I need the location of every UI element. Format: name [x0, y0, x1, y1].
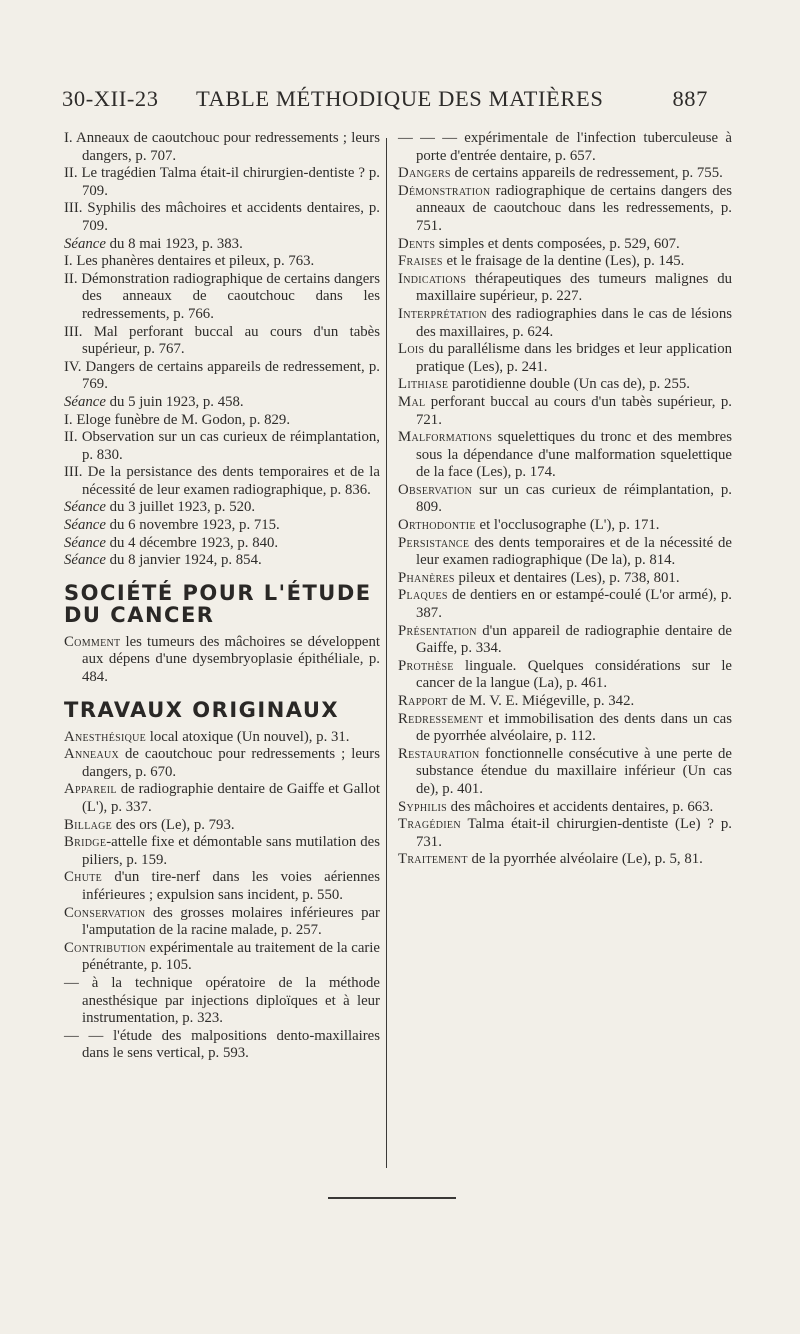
seance-word: Séance	[64, 393, 106, 410]
index-entry	[64, 746, 380, 781]
entry-text: et le fraisage de la dentine (Les), p. 145.	[442, 253, 685, 270]
entry-text: squelettiques du tronc et des membres sous la dépendance d'une malformation squelettique de la face (Les), p. 174.	[416, 429, 732, 481]
index-entry	[64, 817, 380, 835]
index-entry	[398, 394, 732, 429]
index-entry	[398, 623, 732, 658]
entry-text: de radiographie dentaire de Gaiffe et Gallot (L'), p. 337.	[82, 781, 380, 815]
entry-head: Malformations	[398, 429, 493, 446]
seance-word: Séance	[64, 235, 106, 252]
section-heading-travaux: TRAVAUX ORIGINAUX	[64, 697, 340, 722]
entry-text: local atoxique (Un nouvel), p. 31.	[146, 728, 350, 745]
entry-text: — à la technique opératoire de la méthode anesthésique par injections diploïques et à leur instrumentation, p. 323.	[64, 974, 380, 1027]
entry-head: Syphilis	[398, 798, 447, 815]
index-entry	[398, 236, 732, 254]
entry-head: Conservation	[64, 904, 146, 921]
entry-text: pileux et dentaires (Les), p. 738, 801.	[454, 569, 680, 586]
index-entry: I. Anneaux de caoutchouc pour redressements ; leurs dangers, p. 707.	[64, 130, 380, 164]
index-entry	[64, 975, 380, 1028]
entry-head: Rapport	[398, 693, 448, 709]
entry-head: Démonstration	[398, 182, 491, 199]
entry-head: Chute	[64, 869, 103, 886]
index-entry	[398, 429, 732, 482]
entry-text: d'un tire-nerf dans les voies aériennes inférieures ; expulsion sans incident, p. 550.	[82, 869, 380, 903]
index-entry	[398, 482, 732, 517]
index-entry: I. Eloge funèbre de M. Godon, p. 829.	[64, 411, 291, 428]
entry-text: de certains appareils de redressement, p. 755.	[450, 165, 723, 182]
index-entry	[64, 905, 380, 940]
end-rule	[328, 1197, 456, 1199]
entry-head: Lithiase	[398, 376, 449, 393]
header-title: TABLE MÉTHODIQUE DES MATIÈRES	[196, 86, 604, 111]
index-entry	[398, 587, 732, 622]
index-entry	[398, 253, 732, 271]
entry-head: Restauration	[398, 745, 480, 762]
left-column	[64, 130, 380, 1063]
entry-text: — — l'étude des malpositions dento-maxillaires dans le sens vertical, p. 593.	[64, 1027, 380, 1062]
entry-head: Présentation	[398, 622, 477, 639]
seance-entry	[64, 552, 380, 570]
seance-word: Séance	[64, 517, 106, 534]
seance-date: du 5 juin 1923, p. 458.	[105, 393, 244, 410]
index-entry	[398, 535, 732, 570]
seance-entry	[64, 394, 380, 412]
index-entry: III. Mal perforant buccal au cours d'un tabès supérieur, p. 767.	[64, 323, 380, 358]
index-entry	[398, 130, 732, 165]
section-heading-line: DU CANCER	[64, 602, 215, 627]
index-entry	[64, 869, 380, 904]
entry-text: des grosses molaires inférieures par l'amputation de la racine malade, p. 257.	[82, 904, 380, 939]
entry-head: Tragédien	[398, 816, 461, 833]
entry-head: Interprétation	[398, 305, 487, 322]
entry-text: et l'occlusographe (L'), p. 171.	[475, 517, 660, 534]
index-entry: III. De la persistance des dents temporaires et de la nécessité de leur examen radiographique, p. 836.	[64, 464, 380, 498]
entry-head: Fraises	[398, 253, 443, 270]
index-entry: III. Syphilis des mâchoires et accidents dentaires, p. 709.	[64, 200, 380, 234]
entry-text: de la pyorrhée alvéolaire (Le), p. 5, 81.	[467, 851, 703, 868]
entry-text: radiographique de certains dangers des anneaux de caoutchouc dans les redressements, p. 751.	[416, 182, 732, 234]
entry-head: Bridge	[64, 834, 107, 851]
entry-head: Mal	[398, 393, 426, 410]
seance-date: du 4 décembre 1923, p. 840.	[105, 534, 279, 551]
entry-text: des radiographies dans le cas de lésions des maxillaires, p. 624.	[416, 305, 732, 340]
header-date-code: 30-XII-23	[62, 86, 159, 111]
entry-head: Prothèse	[398, 657, 454, 674]
section-heading-cancer	[64, 582, 380, 626]
seance-word: Séance	[64, 499, 106, 516]
right-column	[398, 130, 732, 869]
index-entry: I. Les phanères dentaires et pileux, p. 763.	[64, 253, 315, 270]
column-divider	[386, 138, 387, 1168]
index-entry	[64, 634, 380, 687]
index-entry	[398, 816, 732, 851]
seance-date: du 8 mai 1923, p. 383.	[105, 235, 243, 252]
entry-text: de M. V. E. Miégeville, p. 342.	[447, 693, 635, 709]
seance-entry	[64, 535, 380, 553]
index-entry	[64, 1028, 380, 1063]
page-number: 887	[672, 86, 708, 111]
entry-head: Observation	[398, 481, 473, 498]
index-entry: II. Démonstration radiographique de certains dangers des anneaux de caoutchouc dans les redressements, p. 766.	[64, 270, 380, 322]
entry-text: thérapeutiques des tumeurs malignes du maxillaire supérieur, p. 227.	[416, 270, 732, 305]
seance-entry	[64, 236, 380, 254]
entry-head: Redressement	[398, 710, 484, 727]
entry-text: perforant buccal au cours d'un tabès supérieur, p. 721.	[416, 393, 732, 428]
entry-text: et immobilisation des dents dans un cas de pyorrhée alvéolaire, p. 112.	[416, 710, 732, 745]
index-entry	[398, 746, 732, 799]
index-entry	[398, 341, 732, 376]
entry-head: Comment	[64, 633, 121, 650]
running-header	[62, 86, 708, 126]
index-entry	[398, 711, 732, 746]
entry-head: Indications	[398, 270, 467, 287]
entry-text: de dentiers en or estampé-coulé (L'or armé), p. 387.	[416, 587, 732, 622]
entry-text: de caoutchouc pour redressements ; leurs dangers, p. 670.	[82, 746, 380, 780]
entry-text: des dents temporaires et de la nécessité de leur examen radiographique (De la), p. 814.	[416, 534, 732, 569]
entry-head: Anesthésique	[64, 728, 147, 745]
seance-word: Séance	[64, 534, 106, 551]
seance-entry	[64, 517, 380, 535]
entry-text: — — — expérimentale de l'infection tuberculeuse à porte d'entrée dentaire, p. 657.	[398, 130, 732, 164]
seance-date: du 6 novembre 1923, p. 715.	[105, 517, 280, 534]
entry-head: Dents	[398, 235, 436, 252]
entry-head: Orthodontie	[398, 517, 476, 534]
seance-date: du 3 juillet 1923, p. 520.	[105, 499, 256, 516]
section-heading-line: SOCIÉTÉ POUR L'ÉTUDE	[64, 580, 372, 605]
entry-text: parotidienne double (Un cas de), p. 255.	[448, 376, 690, 393]
entry-text: des ors (Le), p. 793.	[112, 816, 235, 833]
entry-text: fonctionnelle consécutive à une perte de substance étendue du maxillaire inférieur (Un cas de), p. 401.	[416, 745, 732, 797]
entry-head: Contribution	[64, 939, 146, 956]
entry-head: Appareil	[64, 781, 117, 798]
index-entry	[64, 729, 380, 747]
seance-date: du 8 janvier 1924, p. 854.	[105, 552, 262, 569]
index-entry	[64, 834, 380, 869]
index-entry	[64, 781, 380, 816]
seance-word: Séance	[64, 552, 106, 569]
entry-head: Lois	[398, 341, 425, 358]
entry-head: Anneaux	[64, 746, 120, 763]
entry-text: sur un cas curieux de réimplantation, p. 809.	[416, 481, 732, 516]
index-entry	[398, 183, 732, 236]
index-entry	[398, 658, 732, 693]
index-entry	[398, 306, 732, 341]
entry-text: expérimentale au traitement de la carie pénétrante, p. 105.	[82, 939, 380, 974]
entry-text: du parallélisme dans les bridges et leur application pratique (Les), p. 241.	[416, 341, 732, 375]
entry-head: Persistance	[398, 534, 470, 551]
entry-text: d'un appareil de radiographie dentaire de Gaiffe, p. 334.	[416, 622, 732, 657]
entry-head: Dangers	[398, 165, 451, 182]
index-entry	[398, 693, 732, 711]
entry-head: Plaques	[398, 587, 448, 604]
entry-text: simples et dents composées, p. 529, 607.	[435, 235, 680, 252]
index-entry	[64, 940, 380, 975]
entry-head: Traitement	[398, 851, 468, 868]
index-entry	[398, 517, 732, 535]
entry-head: Phanères	[398, 569, 455, 586]
index-entry	[398, 165, 732, 183]
entry-text: les tumeurs des mâchoires se développent aux dépens d'une dysembryoplasie épithéliale, p. 484.	[82, 633, 380, 686]
index-entry	[398, 799, 732, 817]
entry-text: -attelle fixe et démontable sans mutilation des piliers, p. 159.	[82, 834, 380, 868]
entry-head: Billage	[64, 816, 113, 833]
index-entry: IV. Dangers de certains appareils de redressement, p. 769.	[64, 358, 380, 393]
entry-text: Talma était-il chirurgien-dentiste (Le) ? p. 731.	[416, 816, 732, 850]
index-entry	[398, 271, 732, 306]
index-entry: II. Le tragédien Talma était-il chirurgien-dentiste ? p. 709.	[64, 165, 380, 199]
entry-text: linguale. Quelques considérations sur le cancer de la langue (La), p. 461.	[416, 657, 732, 692]
entry-text: des mâchoires et accidents dentaires, p. 663.	[446, 798, 714, 815]
index-entry	[398, 570, 732, 588]
seance-entry	[64, 499, 380, 517]
index-entry	[398, 376, 732, 394]
index-entry: II. Observation sur un cas curieux de réimplantation, p. 830.	[64, 429, 380, 463]
index-entry	[398, 851, 732, 869]
